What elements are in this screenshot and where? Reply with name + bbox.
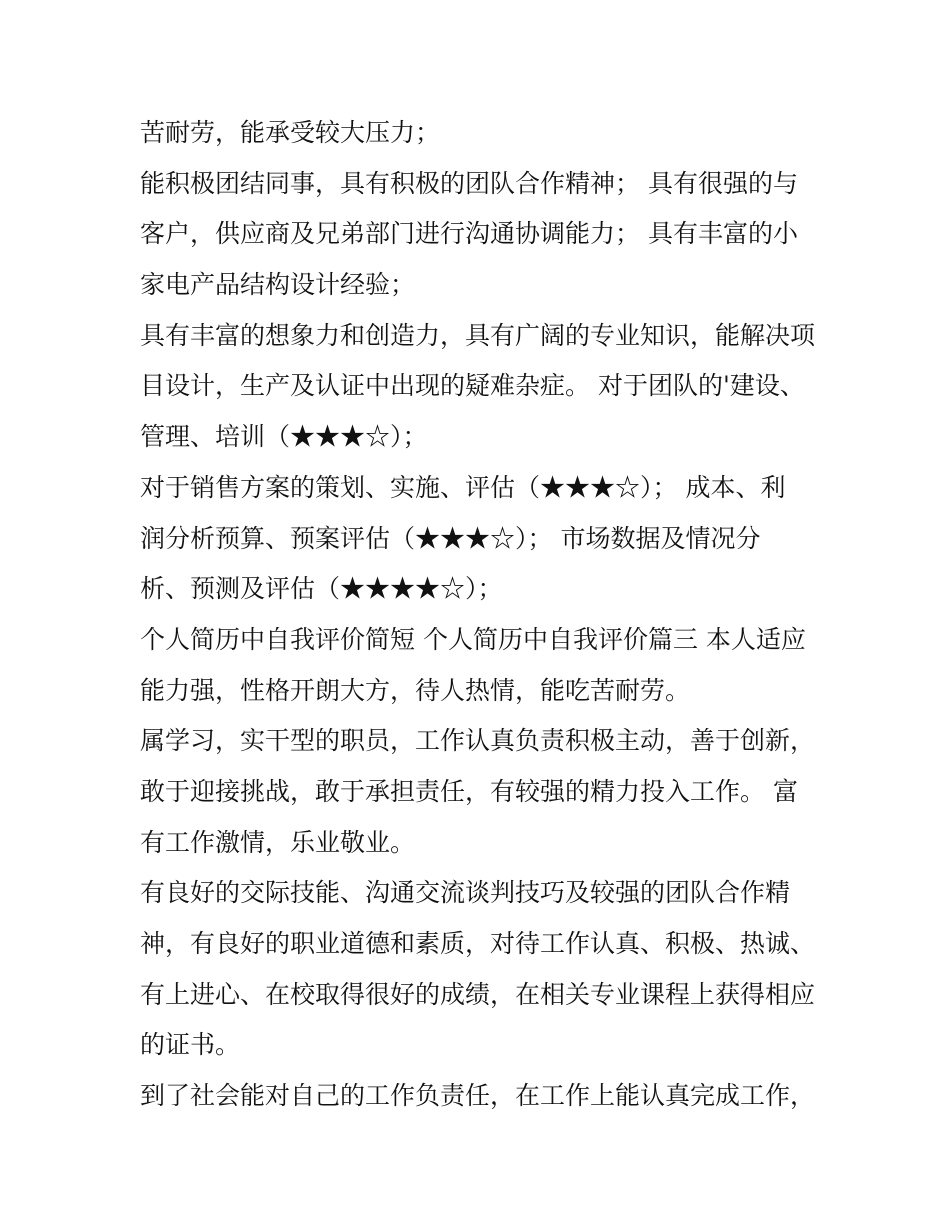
- body-text: [140, 108, 830, 1122]
- text-line: 有工作激情，乐业敬业。: [140, 827, 416, 857]
- text-line: 有良好的交际技能、沟通交流谈判技巧及较强的团队合作精: [140, 878, 791, 908]
- text-line: 到了社会能对自己的工作负责任，在工作上能认真完成工作，: [140, 1081, 816, 1111]
- text-line: 神，有良好的职业道德和素质，对待工作认真、积极、热诚、: [140, 929, 816, 958]
- text-line: 的证书。: [140, 1030, 241, 1060]
- text-line: 润分析预算、预案评估（★★★☆）； 市场数据及情况分: [140, 523, 761, 553]
- text-line: 能积极团结同事，具有积极的团队合作精神； 具有很强的与: [140, 168, 798, 198]
- text-line: 敢于迎接挑战，敢于承担责任，有较强的精力投入工作。 富: [140, 776, 798, 806]
- text-line: 家电产品结构设计经验；: [140, 270, 416, 300]
- text-line: 客户，供应商及兄弟部门进行沟通协调能力； 具有丰富的小: [140, 219, 798, 249]
- text-line: 苦耐劳，能承受较大压力；: [140, 118, 441, 147]
- text-line: 有上进心、在校取得很好的成绩，在相关专业课程上获得相应: [140, 979, 816, 1009]
- text-line: 个人简历中自我评价简短 个人简历中自我评价篇三 本人适应: [140, 624, 806, 654]
- text-line: 管理、培训（★★★☆）；: [140, 422, 428, 452]
- text-line: 能力强，性格开朗大方，待人热情，能吃苦耐劳。: [140, 675, 691, 705]
- text-line: 属学习，实干型的职员，工作认真负责积极主动，善于创新，: [140, 726, 816, 756]
- text-line: 目设计，生产及认证中出现的疑难杂症。 对于团队的'建设、: [140, 371, 805, 401]
- text-line: 具有丰富的想象力和创造力，具有广阔的专业知识，能解决项: [140, 320, 816, 350]
- text-line: 对于销售方案的策划、实施、评估（★★★☆）； 成本、利: [140, 472, 786, 502]
- text-line: 析、预测及评估（★★★★☆）；: [140, 574, 503, 604]
